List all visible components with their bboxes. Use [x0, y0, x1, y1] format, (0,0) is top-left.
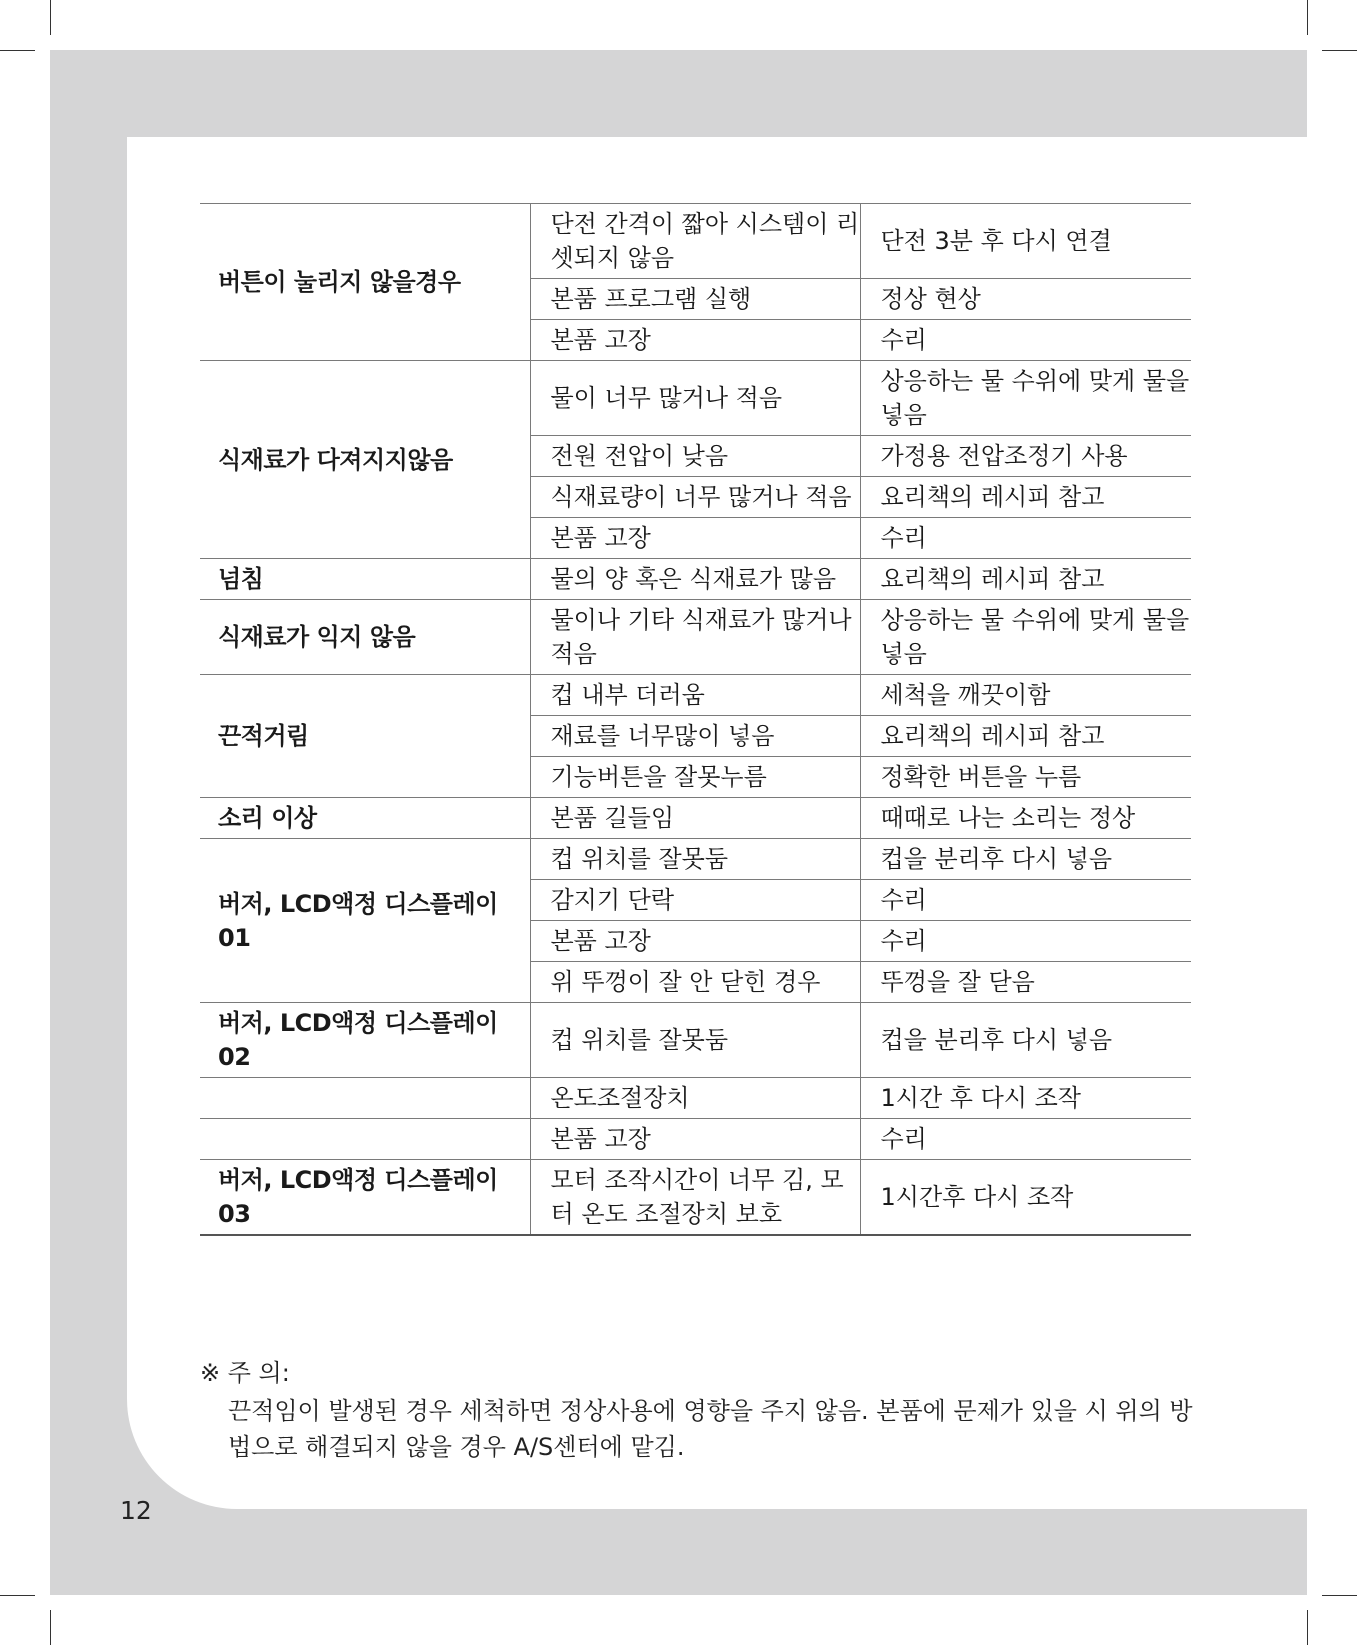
action-cell: 정확한 버튼을 누름: [860, 757, 1191, 798]
action-cell: 1시간후 다시 조작: [860, 1160, 1191, 1236]
crop-mark: [0, 1595, 35, 1596]
action-cell: 요리책의 레시피 참고: [860, 559, 1191, 600]
cause-cell: 물이 너무 많거나 적음: [530, 361, 860, 436]
action-cell: 수리: [860, 1119, 1191, 1160]
cause-cell: 단전 간격이 짧아 시스템이 리셋되지 않음: [530, 204, 860, 279]
symptom-cell: 버튼이 눌리지 않을경우: [218, 268, 461, 296]
action-cell: 세척을 깨끗이함: [860, 675, 1191, 716]
action-cell: 단전 3분 후 다시 연결: [860, 204, 1191, 279]
crop-mark: [1307, 0, 1308, 35]
troubleshooting-table: [200, 203, 1191, 1236]
symptom-cell: [200, 1119, 530, 1160]
crop-mark: [1322, 1595, 1357, 1596]
cause-cell: 전원 전압이 낮음: [530, 436, 860, 477]
cause-cell: 컵 내부 더러움: [530, 675, 860, 716]
cause-cell: 물이나 기타 식재료가 많거나 적음: [530, 600, 860, 675]
action-cell: 뚜껑을 잘 닫음: [860, 962, 1191, 1003]
crop-mark: [50, 0, 51, 35]
crop-mark: [1307, 1610, 1308, 1645]
table-row: [200, 1003, 1191, 1078]
table-row: [200, 559, 1191, 600]
cause-cell: 컵 위치를 잘못둠: [530, 839, 860, 880]
cause-cell: 본품 길들임: [530, 798, 860, 839]
action-cell: 수리: [860, 921, 1191, 962]
symptom-cell: 버저, LCD액정 디스플레이 01: [218, 889, 498, 952]
cause-cell: 모터 조작시간이 너무 김, 모터 온도 조절장치 보호: [530, 1160, 860, 1236]
caution-note: [200, 1355, 1200, 1465]
table-row: [200, 1078, 1191, 1119]
symptom-cell: 버저, LCD액정 디스플레이 03: [218, 1166, 498, 1228]
cause-cell: 감지기 단락: [530, 880, 860, 921]
crop-mark: [1322, 50, 1357, 51]
crop-mark: [50, 1610, 51, 1645]
cause-cell: 물의 양 혹은 식재료가 많음: [530, 559, 860, 600]
table-row: [200, 1119, 1191, 1160]
troubleshooting-table-body: [200, 204, 1191, 1236]
cause-cell: 기능버튼을 잘못누름: [530, 757, 860, 798]
action-cell: 컵을 분리후 다시 넣음: [860, 839, 1191, 880]
crop-mark: [0, 50, 35, 51]
symptom-cell: 끈적거림: [218, 722, 309, 750]
action-cell: 가정용 전압조정기 사용: [860, 436, 1191, 477]
cause-cell: 식재료량이 너무 많거나 적음: [530, 477, 860, 518]
cause-cell: 컵 위치를 잘못둠: [530, 1003, 860, 1078]
table-row: [200, 1160, 1191, 1236]
table-row: [200, 798, 1191, 839]
action-cell: 1시간 후 다시 조작: [860, 1078, 1191, 1119]
table-row: [200, 600, 1191, 675]
action-cell: 수리: [860, 880, 1191, 921]
cause-cell: 본품 프로그램 실행: [530, 279, 860, 320]
cause-cell: 재료를 너무많이 넣음: [530, 716, 860, 757]
action-cell: 정상 현상: [860, 279, 1191, 320]
table-row: [200, 361, 1191, 436]
cause-cell: 본품 고장: [530, 320, 860, 361]
action-cell: 수리: [860, 518, 1191, 559]
caution-title: ※ 주 의:: [200, 1359, 290, 1387]
table-row: [200, 204, 1191, 279]
action-cell: 수리: [860, 320, 1191, 361]
symptom-cell: 식재료가 익지 않음: [218, 623, 416, 651]
cause-cell: 온도조절장치: [530, 1078, 860, 1119]
caution-text: 끈적임이 발생된 경우 세척하면 정상사용에 영향을 주지 않음. 본품에 문제가 있을 시 위의 방법으로 해결되지 않을 경우 A/S센터에 맡김.: [228, 1397, 1193, 1461]
cause-cell: 본품 고장: [530, 921, 860, 962]
action-cell: 컵을 분리후 다시 넣음: [860, 1003, 1191, 1078]
table-row: [200, 839, 1191, 880]
cause-cell: 본품 고장: [530, 518, 860, 559]
action-cell: 상응하는 물 수위에 맞게 물을 넣음: [860, 361, 1191, 436]
symptom-cell: [200, 1078, 530, 1119]
symptom-cell: 식재료가 다져지지않음: [218, 445, 453, 474]
action-cell: 요리책의 레시피 참고: [860, 477, 1191, 518]
symptom-cell: 버저, LCD액정 디스플레이 02: [218, 1009, 498, 1071]
cause-cell: 본품 고장: [530, 1119, 860, 1160]
cause-cell: 위 뚜껑이 잘 안 닫힌 경우: [530, 962, 860, 1003]
page-number: 12: [120, 1496, 152, 1525]
action-cell: 요리책의 레시피 참고: [860, 716, 1191, 757]
symptom-cell: 넘침: [218, 565, 264, 593]
action-cell: 상응하는 물 수위에 맞게 물을 넣음: [860, 600, 1191, 675]
table-row: [200, 675, 1191, 716]
action-cell: 때때로 나는 소리는 정상: [860, 798, 1191, 839]
symptom-cell: 소리 이상: [218, 804, 317, 832]
